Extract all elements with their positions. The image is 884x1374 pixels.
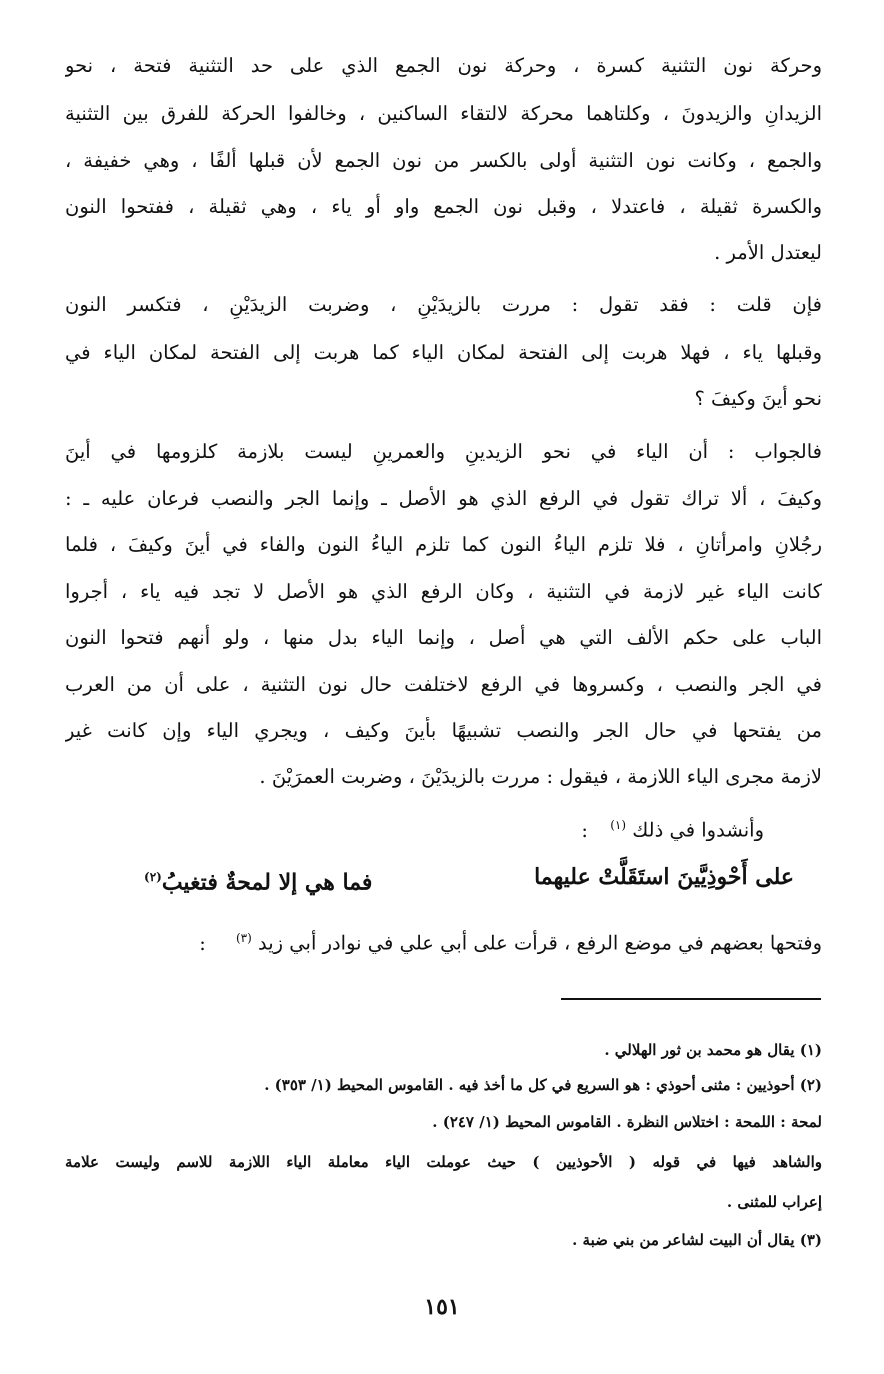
- footnote: لمحة : اللمحة : اختلاس النظرة . القاموس المحيط (١/ ٢٤٧) .: [432, 1113, 822, 1131]
- poetry-verse: [144, 858, 794, 896]
- verse-second-text: فما هي إلا لمحةٌ فتغيبُ: [161, 869, 373, 896]
- body-line: كانت الياء غير لازمة في التثنية ، وكان الرفع الذي هو الأصل لا تجد فيه ياء ، أجروا: [65, 580, 822, 603]
- body-line: من يفتحها في حال الجر والنصب تشبيهًا بأينَ وكيف ، ويجري الياء وإن كانت غير: [65, 719, 822, 742]
- body-line: في الجر والنصب ، وكسروها في الرفع لاختلفت حال نون التثنية ، على أن من العرب: [65, 673, 822, 696]
- body-line: ليعتدل الأمر .: [714, 241, 822, 264]
- quote-intro-text: وأنشدوا في ذلك: [632, 818, 764, 841]
- body-line: فالجواب : أن الياء في نحو الزيدينِ والعمرينِ ليست بلازمة كلزومها في أينَ: [65, 440, 822, 463]
- verse-second-hemistich: [144, 858, 372, 896]
- body-line: والكسرة ثقيلة ، فاعتدلا ، وقبل نون الجمع واو أو ياء ، وهي ثقيلة ، ففتحوا النون: [65, 195, 822, 218]
- footnote-ref: (١): [610, 818, 627, 832]
- footnote: إعراب للمثنى .: [726, 1193, 822, 1211]
- body-line: وقبلها ياء ، فهلا هربت إلى الفتحة لمكان الياء كما هربت إلى الفتحة لمكان الياء في: [65, 341, 822, 364]
- body-line: الباب على حكم الألف التي هي أصل ، وإنما الياء بدل منها ، ولو أنهم فتحوا النون: [65, 626, 822, 649]
- verse-first-hemistich: على أَحْوذِيَّينَ استَقَلَّتْ عليهما: [534, 864, 794, 890]
- body-line: وحركة نون التثنية كسرة ، وحركة نون الجمع الذي على حد التثنية فتحة ، نحو: [65, 54, 822, 77]
- footnote: والشاهد فيها في قوله ( الأحوذيين ) حيث عوملت الياء معاملة الياء اللازمة للاسم وليست علامة: [65, 1153, 822, 1171]
- line-colon: :: [199, 931, 206, 954]
- body-line: وكيفَ ، ألا تراك تقول في الرفع الذي هو الأصل ـ وإنما الجر والنصب فرعان عليه ـ :: [65, 487, 822, 510]
- footnote-separator: [561, 998, 821, 1000]
- body-line: نحو أينَ وكيفَ ؟: [694, 387, 822, 410]
- page-number: ١٥١: [424, 1294, 460, 1320]
- body-line: رجُلانِ وامرأتانِ ، فلا تلزم الياءُ النون كما تلزم الياءُ النون والفاء في أينَ وكيفَ ، فلما: [65, 533, 822, 556]
- footnote: (٣) يقال أن البيت لشاعر من بني ضبة .: [572, 1231, 822, 1249]
- body-line: فإن قلت : فقد تقول : مررت بالزيدَيْنِ ، وضربت الزيدَيْنِ ، فتكسر النون: [65, 293, 822, 316]
- footnote: (٢) أحوذيين : مثنى أحوذي : هو السريع في كل ما أخذ فيه . القاموس المحيط (١/ ٣٥٣) .: [264, 1076, 822, 1094]
- quote-colon: :: [581, 818, 588, 841]
- body-line: والجمع ، وكانت نون التثنية أولى بالكسر من نون الجمع لأن قبلها ألفًا ، وهي خفيفة ،: [65, 149, 822, 172]
- body-line: [65, 924, 822, 954]
- footnote-ref: (٣): [235, 931, 252, 945]
- body-line: الزيدانِ والزيدونَ ، وكلتاهما محركة لالتقاء الساكنين ، وخالفوا الحركة للفرق بين التثنية: [65, 102, 822, 125]
- body-line: لازمة مجرى الياء اللازمة ، فيقول : مررت بالزيدَيْنَ ، وضربت العمرَيْنَ .: [259, 765, 822, 788]
- footnote: (١) يقال هو محمد بن ثور الهلالي .: [604, 1041, 822, 1059]
- footnote-ref: (٢): [144, 870, 162, 884]
- body-line-text: وفتحها بعضهم في موضع الرفع ، قرأت على أبي علي في نوادر أبي زيد: [258, 931, 822, 954]
- quote-intro: [114, 811, 764, 841]
